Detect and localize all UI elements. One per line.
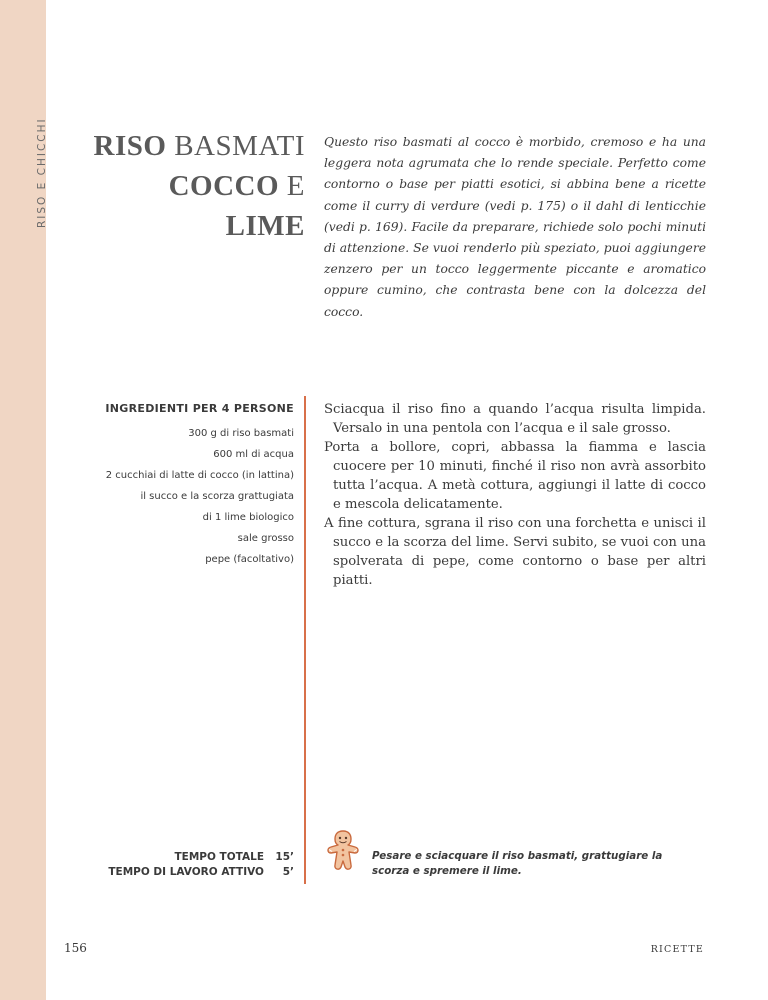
active-time-label: TEMPO DI LAVORO ATTIVO: [108, 866, 264, 878]
ingredient-item: sale grosso: [237, 533, 294, 544]
recipe-title: [80, 128, 305, 248]
prep-tip: Pesare e sciacquare il riso basmati, grattugiare la scorza e spremere il lime.: [372, 850, 663, 877]
footer-label: RICETTE: [650, 944, 704, 955]
ingredient-item: pepe (facoltativo): [205, 554, 294, 565]
ingredients-heading: INGREDIENTI PER 4 PERSONE: [105, 402, 294, 415]
timing-info: [80, 850, 294, 880]
title-word-e: E: [279, 170, 305, 202]
title-word-lime: LIME: [225, 210, 305, 242]
column-divider: [304, 396, 306, 884]
recipe-steps: [324, 400, 706, 590]
total-time-value: 15’: [275, 851, 294, 863]
ingredient-item: 2 cucchiai di latte di cocco (in lattina): [105, 470, 294, 481]
total-time-label: TEMPO TOTALE: [174, 851, 264, 863]
title-word-basmati: BASMATI: [166, 130, 305, 162]
ingredient-item: il succo e la scorza grattugiata: [140, 491, 294, 502]
active-time-value: 5’: [282, 866, 294, 878]
step-paragraph: Sciacqua il riso fino a quando l’acqua risulta limpida. Versalo in una pentola con l’acqua e il sale grosso.: [324, 402, 706, 436]
ingredients-list: [80, 400, 294, 570]
step-paragraph: A fine cottura, sgrana il riso con una forchetta e unisci il succo e la scorza del lime. Servi subito, se vuoi con una spolverata di pepe, come contorno o base per altri piatti.: [324, 516, 706, 588]
intro-text: Questo riso basmati al cocco è morbido, cremoso e ha una leggera nota agrumata che lo rende speciale. Perfetto come contorno o base per piatti esotici, si abbina bene a ricette come il curry di verdure (vedi p. 175) o il dahl di lenticchie (vedi p. 169). Facile da preparare, richiede solo pochi minuti di attenzione. Se vuoi renderlo più speziato, puoi aggiungere zenzero per un tocco leggermente piccante e aromatico oppure cumino, che contrasta bene con la dolcezza del cocco.: [324, 135, 706, 319]
title-word-riso: RISO: [93, 130, 167, 162]
page-number: 156: [64, 941, 87, 955]
ingredient-item: 600 ml di acqua: [213, 449, 294, 460]
ingredient-item: di 1 lime biologico: [202, 512, 294, 523]
section-label: RISO E CHICCHI: [36, 117, 48, 228]
step-paragraph: Porta a bollore, copri, abbassa la fiamma e lascia cuocere per 10 minuti, finché il riso non avrà assorbito tutta l’acqua. A metà cottura, aggiungi il latte di cocco e mescola delicatamente.: [324, 440, 706, 512]
gingerbread-icon: [323, 828, 363, 874]
ingredient-item: 300 g di riso basmati: [188, 428, 294, 439]
title-word-cocco: COCCO: [168, 170, 280, 202]
